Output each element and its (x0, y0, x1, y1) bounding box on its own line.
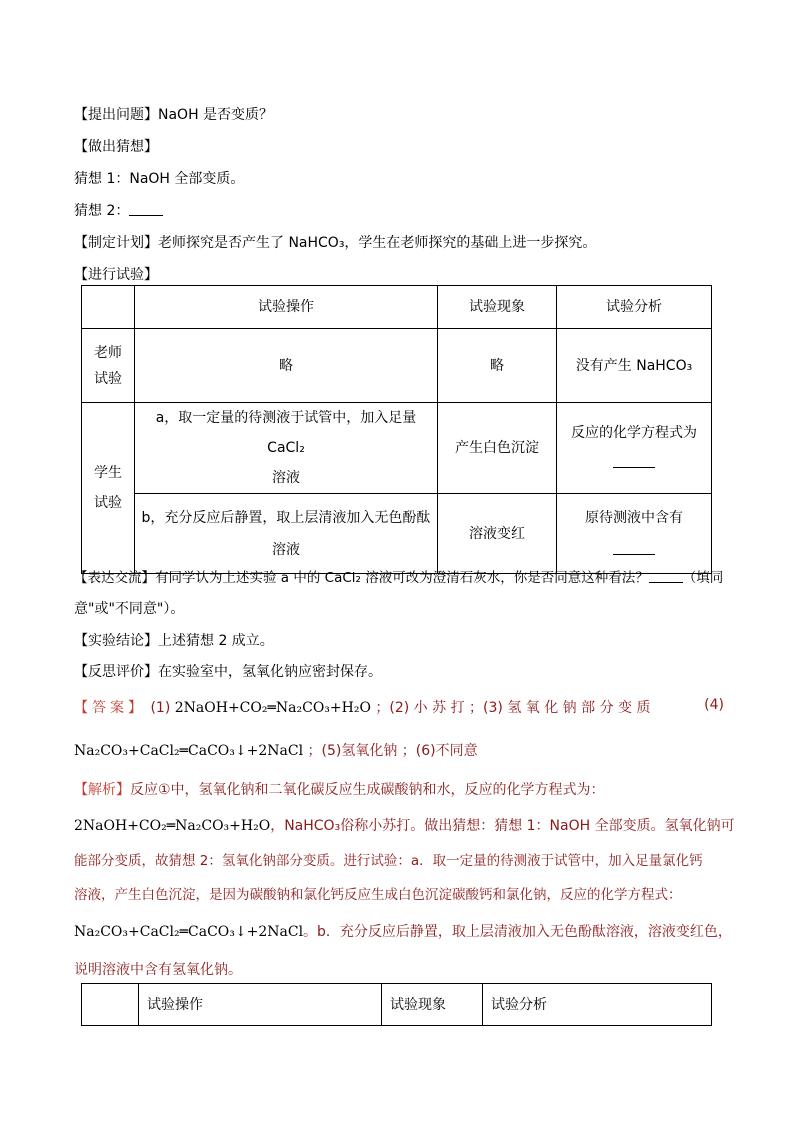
analysis-tag: 【解析】 (74, 782, 130, 798)
row-a-op: a，取一定量的待测液于试管中，加入足量 CaCl₂ 溶液 (135, 403, 438, 494)
row-a-obs: 产生白色沉淀 (438, 403, 557, 494)
answer-equation-1: 2NaOH+CO₂═Na₂CO₃+H₂O (174, 700, 371, 716)
answer-table (81, 983, 712, 1026)
analysis-line-6: 说明溶液中含有氢氧化钠。 (74, 962, 242, 978)
conclusion-line (74, 630, 274, 650)
row-b-ana: 原待测液中含有 (557, 494, 712, 574)
header-empty (82, 286, 135, 329)
question-line (74, 104, 273, 124)
reflection-text: 在实验室中，氢氧化钠应密封保存。 (158, 664, 382, 680)
teacher-label-1: 老师 (94, 344, 122, 361)
t2-header-analysis: 试验分析 (483, 984, 712, 1026)
answer-blank[interactable] (613, 542, 655, 555)
header-operation: 试验操作 (135, 286, 438, 329)
conclusion-tag: 【实验结论】 (74, 633, 158, 649)
analysis-line-4: 溶液，产生白色沉淀，是因为碳酸钠和氯化钙反应生成白色沉淀碳酸钙和氯化钠，反应的化学方程式： (74, 887, 682, 903)
analysis-line-3: 能部分变质，故猜想 2：氢氧化钠部分变质。进行试验：a．取一定量的待测液于试管中，加入足量氯化钙 (74, 853, 703, 869)
t2-header-observation: 试验现象 (382, 984, 483, 1026)
analysis-equation-1: 2NaOH+CO₂═Na₂CO₃+H₂O (74, 818, 271, 834)
hypothesis-tag: 【做出猜想】 (74, 139, 158, 155)
hypothesis-1: 猜想 1：NaOH 全部变质。 (74, 171, 245, 187)
question-text: NaOH 是否变质？ (158, 107, 274, 123)
t2-header-empty (82, 984, 139, 1026)
answer-blank[interactable] (129, 203, 163, 216)
question-tag: 【提出问题】 (74, 107, 158, 123)
answer-tag: 【答案】 (74, 700, 146, 716)
teacher-label (82, 329, 135, 403)
exchange-suffix: （填同 (682, 570, 724, 586)
teacher-obs: 略 (438, 329, 557, 403)
analysis-line-1: 【解析】反应①中，氢氧化钠和二氧化碳反应生成碳酸钠和水，反应的化学方程式为： (74, 782, 605, 798)
header-observation: 试验现象 (438, 286, 557, 329)
answer-line-1: 【答案】 (1) 2NaOH+CO₂═Na₂CO₃+H₂O ；(2) 小 苏 打 ；(3) 氢 氧 化 钠 部 分 变 质 (4) (74, 697, 724, 716)
header-analysis: 试验分析 (557, 286, 712, 329)
experiment-tag: 【进行试验】 (74, 267, 158, 283)
teacher-ana: 没有产生 NaHCO₃ (557, 329, 712, 403)
hypothesis-2-line (74, 200, 163, 220)
reflection-tag: 【反思评价】 (74, 664, 158, 680)
answer-equation-2: Na₂CO₃+CaCl₂═CaCO₃↓+2NaCl (74, 743, 304, 759)
exchange-tag: 【表达交流】 (74, 570, 155, 586)
student-label-2: 试验 (94, 495, 122, 511)
reflection-line (74, 661, 382, 681)
student-label (82, 403, 135, 574)
student-label-1: 学生 (94, 465, 122, 481)
plan-text: 老师探究是否产生了 NaHCO₃，学生在老师探究的基础上进一步探究。 (158, 235, 597, 251)
analysis-line-2: 2NaOH+CO₂═Na₂CO₃+H₂O，NaHCO₃俗称小苏打。做出猜想：猜想 1：NaOH 全部变质。氢氧化钠可 (74, 818, 735, 834)
row-a-ana: 反应的化学方程式为 (557, 403, 712, 494)
conclusion-text: 上述猜想 2 成立。 (158, 633, 274, 649)
experiment-table (81, 285, 712, 574)
row-b-op: b，充分反应后静置，取上层清液加入无色酚酞 溶液 (135, 494, 438, 574)
teacher-op: 略 (135, 329, 438, 403)
answer-blank[interactable] (613, 455, 655, 468)
answer-line-2: Na₂CO₃+CaCl₂═CaCO₃↓+2NaCl ；(5)氢氧化钠 ；(6)不同意 (74, 743, 478, 759)
exchange-line-2: 意"或"不同意"）。 (74, 601, 185, 617)
plan-line (74, 232, 596, 252)
analysis-equation-2: Na₂CO₃+CaCl₂═CaCO₃↓+2NaCl (74, 924, 304, 940)
teacher-label-2: 试验 (94, 370, 122, 387)
exchange-text: 有同学认为上述实验 a 中的 CaCl₂ 溶液可改为澄清石灰水，你是否同意这种看法？ (155, 570, 649, 586)
row-b-obs: 溶液变红 (438, 494, 557, 574)
plan-tag: 【制定计划】 (74, 235, 158, 251)
answer-blank[interactable] (649, 570, 683, 583)
t2-header-operation: 试验操作 (139, 984, 382, 1026)
hypothesis-2: 猜想 2： (74, 203, 130, 219)
exchange-line (74, 566, 723, 586)
analysis-line-5: Na₂CO₃+CaCl₂═CaCO₃↓+2NaCl。b．充分反应后静置，取上层清液加入无色酚酞溶液，溶液变红色， (74, 924, 732, 940)
